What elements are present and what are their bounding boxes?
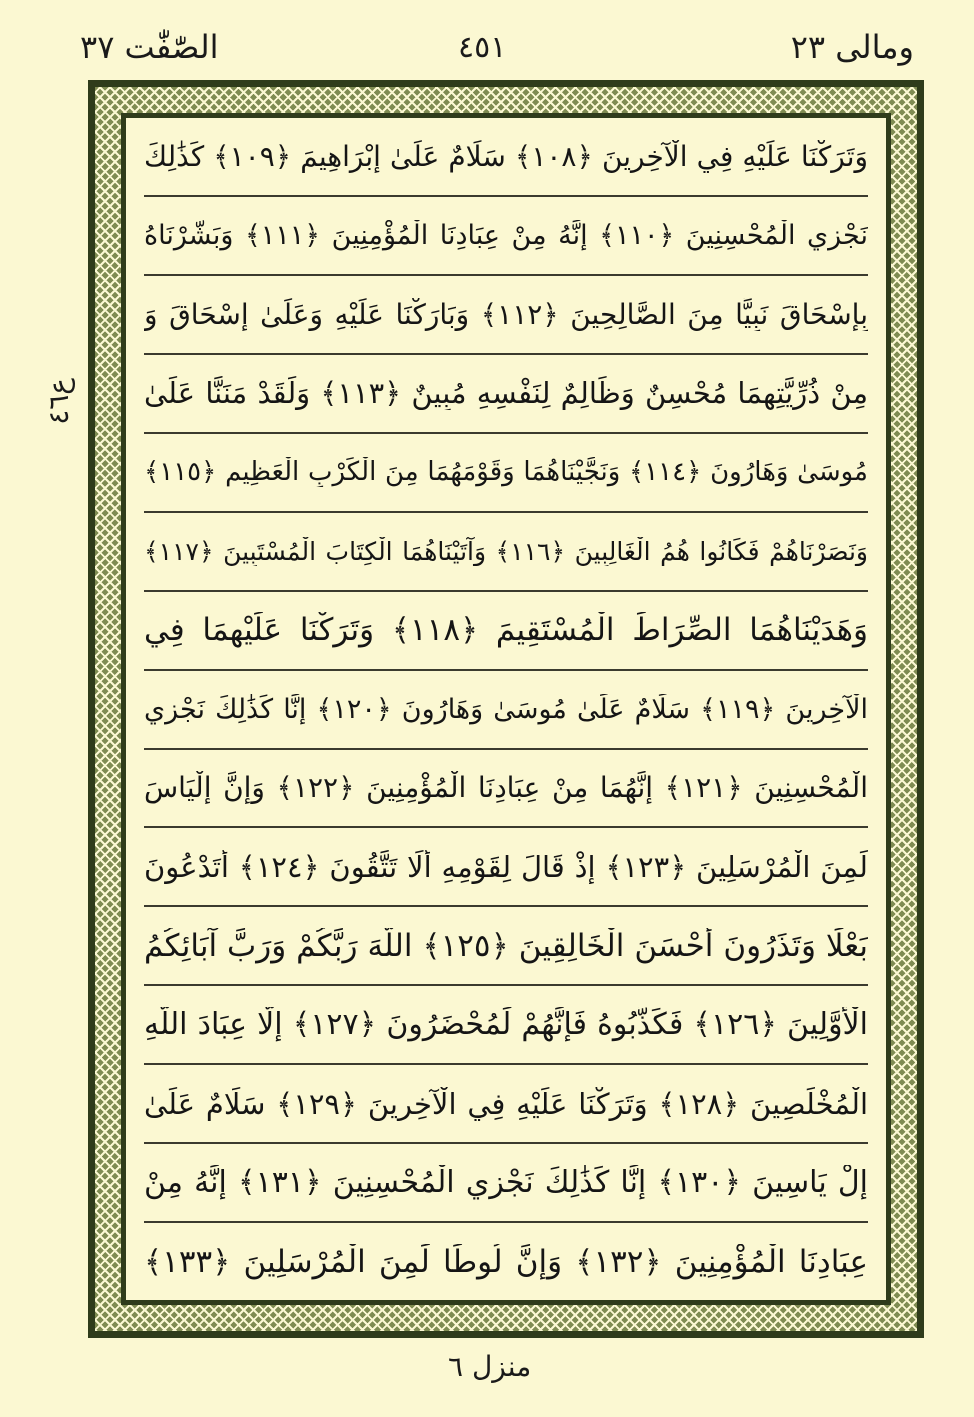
verse-line-text: بِإِسْحَاقَ نَبِيًّا مِنَ الصَّالِحِينَ ﴿١١٢﴾ وَبَارَكْنَا عَلَيْهِ وَعَلَىٰ إِسْحَاقَ وَ [144,297,868,331]
manzil-label: منزل ٦ [448,1350,532,1383]
verse-line [144,986,868,1065]
verse-line [144,513,868,592]
decorative-border-frame [88,80,924,1338]
verse-line [144,750,868,829]
verse-lines [144,118,868,1300]
verse-line [144,1065,868,1144]
verse-line [144,671,868,750]
verse-line-text: الْمُحْسِنِينَ ﴿١٢١﴾ إِنَّهُمَا مِنْ عِبَادِنَا الْمُؤْمِنِينَ ﴿١٢٢﴾ وَإِنَّ إِلْيَاسَ [144,771,868,805]
verse-line-text: وَتَرَكْنَا عَلَيْهِ فِي الْآخِرِينَ ﴿١٠٨﴾ سَلَامٌ عَلَىٰ إِبْرَاهِيمَ ﴿١٠٩﴾ كَذَٰلِكَ [144,139,868,173]
verse-line [144,907,868,986]
text-area [121,113,891,1305]
verse-line-text: وَهَدَيْنَاهُمَا الصِّرَاطَ الْمُسْتَقِيمَ ﴿١١٨﴾ وَتَرَكْنَا عَلَيْهِمَا فِي [144,612,868,649]
ornamental-border [95,87,917,1331]
verse-line [144,197,868,276]
verse-line [144,592,868,671]
verse-line-text: بَعْلًا وَتَذَرُونَ أَحْسَنَ الْخَالِقِينَ ﴿١٢٥﴾ اللَّهَ رَبَّكُمْ وَرَبَّ آبَائِكُمُ [144,927,868,964]
verse-line [144,276,868,355]
verse-line-text: الْمُخْلَصِينَ ﴿١٢٨﴾ وَتَرَكْنَا عَلَيْهِ فِي الْآخِرِينَ ﴿١٢٩﴾ سَلَامٌ عَلَىٰ [144,1086,868,1121]
page-number: ٤٥١ [458,30,507,65]
verse-line [144,434,868,513]
verse-line-text: لَمِنَ الْمُرْسَلِينَ ﴿١٢٣﴾ إِذْ قَالَ لِقَوْمِهِ أَلَا تَتَّقُونَ ﴿١٢٤﴾ أَتَدْعُونَ [144,849,868,884]
para-title: ومالی ٢٣ [790,28,914,66]
verse-line [144,828,868,907]
verse-line [144,1144,868,1223]
verse-line-text: إِلْ يَاسِينَ ﴿١٣٠﴾ إِنَّا كَذَٰلِكَ نَجْزِي الْمُحْسِنِينَ ﴿١٣١﴾ إِنَّهُ مِنْ [144,1165,868,1201]
verse-line-text: الْأَوَّلِينَ ﴿١٢٦﴾ فَكَذَّبُوهُ فَإِنَّهُمْ لَمُحْضَرُونَ ﴿١٢٧﴾ إِلَّا عِبَادَ اللَّهِ [144,1007,868,1043]
verse-line [144,118,868,197]
verse-line-text: الْآخِرِينَ ﴿١١٩﴾ سَلَامٌ عَلَىٰ مُوسَىٰ وَهَارُونَ ﴿١٢٠﴾ إِنَّا كَذَٰلِكَ نَجْزِي [144,693,868,725]
verse-line-text: مُوسَىٰ وَهَارُونَ ﴿١١٤﴾ وَنَجَّيْنَاهُمَا وَقَوْمَهُمَا مِنَ الْكَرْبِ الْعَظِيمِ ﴿١١٥﴾ [144,457,868,488]
verse-line-text: وَنَصَرْنَاهُمْ فَكَانُوا هُمُ الْغَالِبِينَ ﴿١١٦﴾ وَآتَيْنَاهُمَا الْكِتَابَ الْمُسْتَبِينَ ﴿١١٧﴾ [144,536,868,566]
verse-line-text: نَجْزِي الْمُحْسِنِينَ ﴿١١٠﴾ إِنَّهُ مِنْ عِبَادِنَا الْمُؤْمِنِينَ ﴿١١١﴾ وَبَشَّرْنَاهُ [144,219,868,251]
verse-line [144,1223,868,1300]
verse-line-text: عِبَادِنَا الْمُؤْمِنِينَ ﴿١٣٢﴾ وَإِنَّ لُوطًا لَمِنَ الْمُرْسَلِينَ ﴿١٣٣﴾ [144,1243,868,1280]
surah-title: الصّٰفّٰت ٣٧ [80,28,219,66]
verse-line [144,355,868,434]
ruku-marker: ع٤٦ [42,378,75,425]
verse-line-text: مِنْ ذُرِّيَّتِهِمَا مُحْسِنٌ وَظَالِمٌ لِنَفْسِهِ مُبِينٌ ﴿١١٣﴾ وَلَقَدْ مَنَنَّا عَلَىٰ [144,376,868,411]
